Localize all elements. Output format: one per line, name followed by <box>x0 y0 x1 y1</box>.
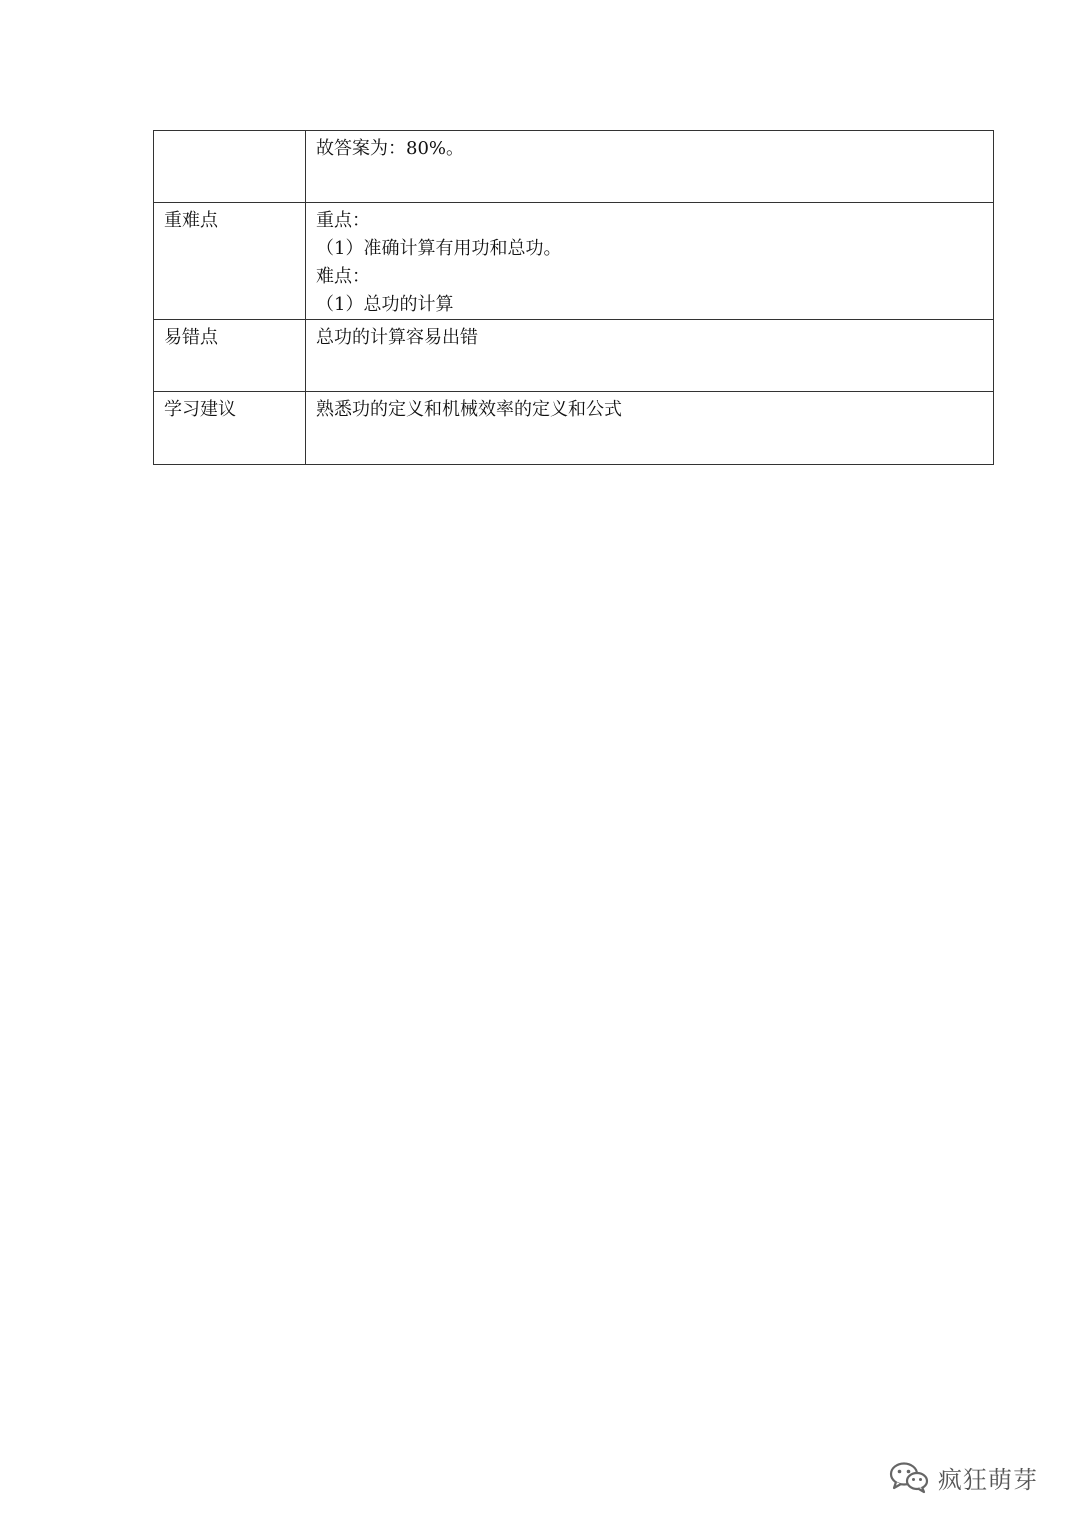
watermark <box>888 1455 1038 1499</box>
difficult-point-item: （1）总功的计算 <box>316 294 454 315</box>
answer-text: 故答案为：80%。 <box>316 138 465 159</box>
lesson-summary-table <box>153 130 994 465</box>
watermark-text: 疯狂萌芽 <box>938 1465 1038 1494</box>
error-prone-points-cell <box>306 320 994 392</box>
table-row <box>154 131 994 203</box>
table-row <box>154 392 994 465</box>
key-point-item: （1）准确计算有用功和总功。 <box>316 238 562 259</box>
key-points-heading: 重点： <box>316 210 370 231</box>
row-label-error-prone-points: 易错点 <box>154 320 306 392</box>
study-advice-text: 熟悉功的定义和机械效率的定义和公式 <box>316 399 622 420</box>
study-advice-cell <box>306 392 994 465</box>
row-label-empty <box>154 131 306 203</box>
difficult-points-heading: 难点： <box>316 266 370 287</box>
answer-cell <box>306 131 994 203</box>
row-label-study-advice: 学习建议 <box>154 392 306 465</box>
table-row <box>154 203 994 320</box>
key-difficult-points-cell <box>306 203 994 320</box>
row-label-key-difficult-points: 重难点 <box>154 203 306 320</box>
table-row <box>154 320 994 392</box>
wechat-icon <box>888 1460 930 1494</box>
error-prone-text: 总功的计算容易出错 <box>316 327 478 348</box>
